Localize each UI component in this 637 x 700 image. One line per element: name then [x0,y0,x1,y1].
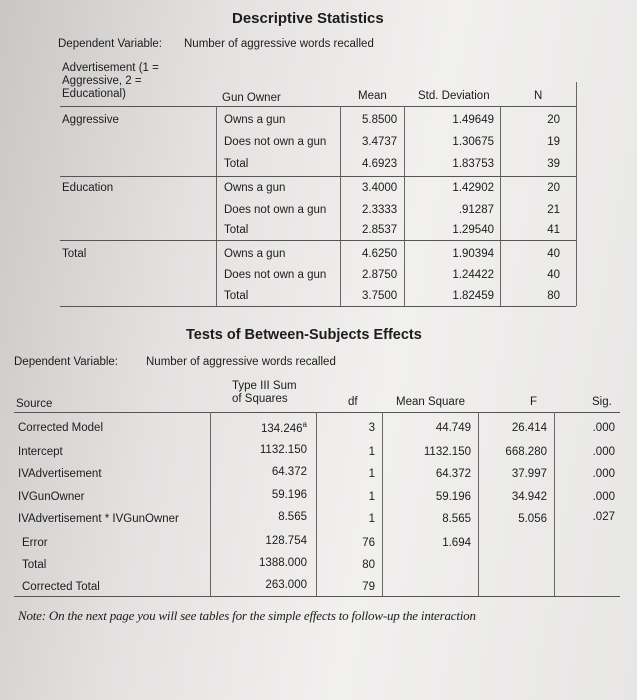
descriptive-dependent-label: Dependent Variable: [58,38,162,50]
row-n: 80 [547,290,560,302]
anova-sig: .000 [592,491,615,503]
group-label-education: Education [62,182,114,194]
mean-header: Mean [358,90,387,102]
anova-ms: 1132.150 [423,446,471,458]
anova-ss: 263.000 [265,579,307,591]
anova-dependent-label: Dependent Variable: [14,356,118,368]
anova-sig: .000 [592,468,615,480]
anova-ms: 44.749 [435,422,471,434]
factor-header-line2: Aggressive, 2 = [62,75,142,87]
anova-ss: 134.246$^a$ [260,420,307,435]
row-std: 1.29540 [452,224,494,236]
row-owner: Total [224,290,249,302]
row-mean: 3.4737 [362,136,398,148]
std-header: Std. Deviation [418,90,490,102]
df-header: df [348,396,358,408]
anova-ms: 8.565 [442,513,471,525]
anova-ms: 1.694 [442,537,471,549]
anova-sig: .027 [592,511,615,523]
anova-sig: .000 [592,446,615,458]
anova-f: 668.280 [505,446,547,458]
row-std: 1.30675 [452,136,494,148]
anova-ms: 59.196 [435,491,471,503]
factor-header-line1: Advertisement (1 = [62,62,159,74]
anova-dependent-value: Number of aggressive words recalled [146,356,336,368]
group-rule-2 [60,240,576,241]
descriptive-divider-3 [404,106,405,306]
descriptive-divider-2 [340,106,341,306]
descriptive-divider-5 [576,82,577,306]
anova-df: 1 [368,468,375,480]
sig-header: Sig. [592,396,612,408]
anova-divider-2 [316,412,317,596]
anova-source: Corrected Total [22,581,100,593]
anova-df: 80 [362,559,375,571]
factor-header-line3: Educational) [62,88,126,100]
row-owner: Owns a gun [224,114,286,126]
anova-source: IVAdvertisement [18,468,102,480]
anova-divider-3 [382,412,383,596]
row-owner: Total [224,224,249,236]
row-mean: 4.6250 [362,248,398,260]
source-header: Source [16,398,53,410]
anova-ss: 8.565 [278,511,307,523]
row-n: 40 [547,248,560,260]
descriptive-divider-1 [216,106,217,306]
group-label-aggressive: Aggressive [62,114,119,126]
n-header: N [534,90,543,102]
row-owner: Does not own a gun [224,269,327,281]
row-mean: 2.3333 [362,204,398,216]
row-mean: 4.6923 [362,158,398,170]
row-owner: Does not own a gun [224,204,327,216]
anova-divider-5 [554,412,555,596]
anova-ms: 64.372 [435,468,471,480]
anova-df: 79 [362,581,375,593]
anova-source: Total [22,559,47,571]
ms-header: Mean Square [396,396,466,408]
footer-note: Note: On the next page you will see tables for the simple effects to follow-up the interaction [18,608,476,623]
anova-f: 37.997 [511,468,547,480]
anova-df: 1 [368,446,375,458]
anova-ss: 128.754 [265,535,307,547]
footnote-marker: a [302,420,307,429]
anova-f: 26.414 [511,422,547,434]
anova-f: 34.942 [511,491,547,503]
row-mean: 3.7500 [362,290,398,302]
row-n: 20 [547,114,560,126]
ss-header-line1: Type III Sum [232,380,297,392]
row-std: 1.49649 [452,114,494,126]
anova-bottom-rule [14,596,620,597]
row-mean: 2.8750 [362,269,398,281]
group-rule-1 [60,176,576,177]
anova-source: Intercept [18,446,63,458]
anova-f: 5.056 [518,513,547,525]
row-n: 40 [547,269,560,281]
anova-ss: 59.196 [271,489,307,501]
anova-ss: 64.372 [271,466,307,478]
row-std: .91287 [458,204,494,216]
anova-ss: 1388.000 [259,557,307,569]
descriptive-dependent-value: Number of aggressive words recalled [184,38,374,50]
anova-sig: .000 [592,422,615,434]
anova-source: Error [22,537,48,549]
anova-ss: 1132.150 [259,444,307,456]
descriptive-bottom-rule [60,306,576,307]
row-mean: 2.8537 [362,224,398,236]
anova-df: 1 [368,513,375,525]
row-n: 41 [547,224,560,236]
anova-divider-1 [210,412,211,596]
row-n: 21 [547,204,560,216]
anova-header-rule [14,412,620,413]
row-std: 1.42902 [452,182,494,194]
anova-df: 76 [362,537,375,549]
anova-divider-4 [478,412,479,596]
descriptive-divider-4 [500,106,501,306]
descriptive-title: Descriptive Statistics [232,10,384,27]
anova-df: 3 [368,422,375,434]
row-std: 1.90394 [452,248,494,260]
row-n: 39 [547,158,560,170]
anova-source: Corrected Model [18,422,104,434]
anova-source: IVAdvertisement * IVGunOwner [18,513,179,525]
row-owner: Total [224,158,249,170]
row-owner: Does not own a gun [224,136,327,148]
f-header: F [530,396,538,408]
ss-header-line2: of Squares [232,393,288,405]
row-mean: 3.4000 [362,182,398,194]
row-std: 1.83753 [452,158,494,170]
row-owner: Owns a gun [224,248,286,260]
anova-source: IVGunOwner [18,491,85,503]
row-owner: Owns a gun [224,182,286,194]
row-n: 19 [547,136,560,148]
gun-owner-header: Gun Owner [222,92,281,104]
group-label-total: Total [62,248,87,260]
row-mean: 5.8500 [362,114,398,126]
anova-df: 1 [368,491,375,503]
row-std: 1.82459 [452,290,494,302]
row-n: 20 [547,182,560,194]
row-std: 1.24422 [452,269,494,281]
descriptive-header-rule [60,106,576,107]
anova-title: Tests of Between-Subjects Effects [186,327,422,343]
